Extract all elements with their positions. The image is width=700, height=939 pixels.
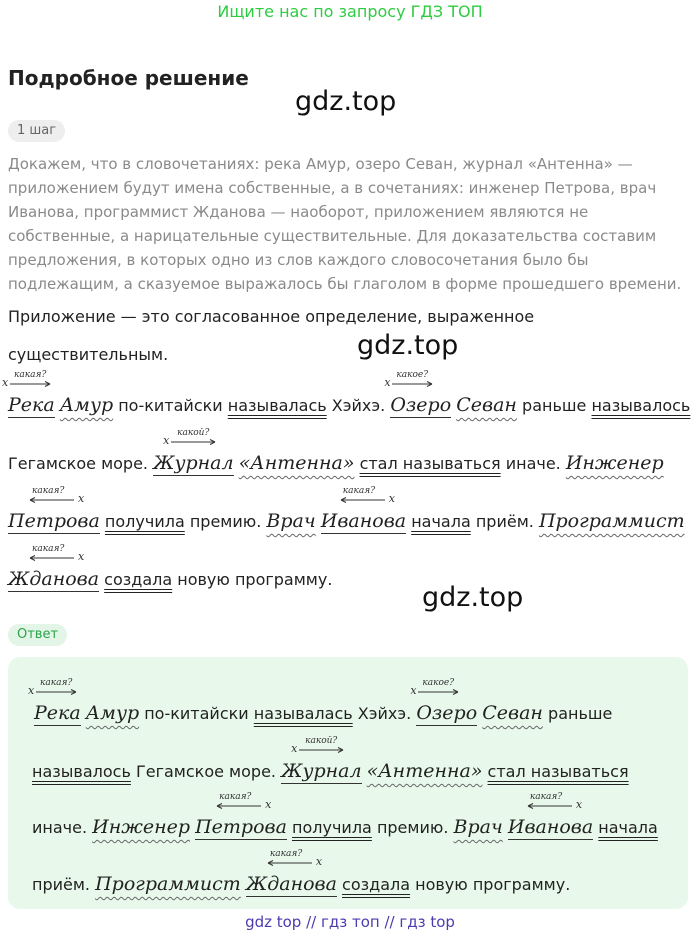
word-predicate: называлась	[253, 704, 353, 723]
word-antenna: «Антенна»	[366, 760, 483, 782]
answer-line	[32, 736, 629, 784]
question-arrow: x какой?	[163, 430, 217, 448]
word-inzhener: Инженер	[92, 816, 190, 838]
word: иначе.	[32, 818, 88, 837]
word-predicate: получила	[292, 818, 372, 837]
question-arrow: x какое?	[410, 680, 460, 698]
word-reka: Река x какая?	[2, 370, 55, 416]
answer-line	[32, 792, 658, 840]
word: новую программу.	[177, 570, 333, 589]
question-arrow: какая? x	[219, 792, 272, 811]
word: по-китайски	[118, 396, 223, 415]
word-zhdanova: Жданова какая? x	[245, 849, 337, 895]
word-predicate: создала	[342, 875, 411, 894]
word: Хэйхэ.	[331, 396, 386, 415]
definition-text: Приложение — это согласованное определение, выраженное существительным.	[8, 307, 535, 364]
word: Гегамское море.	[135, 762, 276, 781]
word-sevan: Севан	[482, 702, 543, 724]
word: раньше	[522, 396, 587, 415]
word-predicate: называлось	[591, 396, 691, 415]
sentence-line	[8, 428, 664, 476]
word: раньше	[548, 704, 613, 723]
word-vrach: Врач	[453, 816, 503, 838]
sentence-line	[8, 486, 685, 534]
answer-badge: Ответ	[8, 624, 67, 646]
word-amur: Амур	[85, 702, 140, 724]
question-arrow: какая? x	[529, 792, 583, 811]
word-ivanova: Иванова какая? x	[507, 792, 594, 838]
word-amur: Амур	[59, 394, 114, 416]
word-ozero: Озеро x какое?	[410, 678, 478, 724]
word-petrova: Петрова какая? x	[8, 486, 100, 532]
word-predicate: начала	[598, 818, 658, 837]
word: приём.	[32, 875, 91, 894]
word: по-китайски	[144, 704, 249, 723]
word-programmist: Программист	[95, 873, 241, 895]
step-badge: 1 шаг	[8, 120, 65, 142]
word-predicate: стал называться	[487, 762, 629, 781]
word: Хэйхэ.	[357, 704, 412, 723]
word-ivanova: Иванова какая? x	[320, 486, 407, 532]
watermark: gdz.top	[357, 330, 459, 361]
question-arrow: какая? x	[32, 544, 85, 563]
word-predicate: называлось	[32, 762, 131, 781]
question-arrow: какая? x	[32, 486, 85, 505]
word-vrach: Врач	[266, 510, 316, 532]
word-predicate: начала	[411, 512, 471, 531]
word-programmist: Программист	[538, 510, 685, 532]
word-zhurnal: Журнал x какой?	[153, 428, 234, 474]
word-predicate: стал называться	[359, 454, 501, 473]
word-inzhener: Инженер	[565, 452, 664, 474]
word-predicate: создала	[104, 570, 173, 589]
answer-line	[28, 678, 613, 726]
sentence-line	[8, 544, 333, 592]
question-arrow: какая? x	[342, 486, 396, 505]
search-banner: Ищите нас по запросу ГДЗ ТОП	[217, 2, 483, 21]
word-ozero: Озеро x какое?	[384, 370, 452, 416]
word: премию.	[376, 818, 449, 837]
question-arrow: какая? x	[269, 849, 323, 868]
solution-description: Докажем, что в словочетаниях: река Амур, озеро Севан, журнал «Антенна» — приложением будут имена собственные, а в сочетаниях: инженер Петрова, врач Иванова, программист Жданова — наоборот, приложением являются не собственные, а нарицательные существительные. Для доказательства составим предложения, в которых одно из слов каждого словосочетания было бы подлежащим, а сказуемое выражалось бы глаголом в форме прошедшего времени.	[8, 155, 682, 293]
watermark: gdz.top	[422, 582, 524, 613]
word-reka: Река x какая?	[28, 678, 81, 724]
word-sevan: Севан	[456, 394, 517, 416]
word-predicate: называлась	[227, 396, 327, 415]
word: приём.	[475, 512, 534, 531]
word-zhdanova: Жданова какая? x	[8, 544, 100, 590]
question-arrow: x какой?	[291, 738, 345, 756]
word-antenna: «Антенна»	[238, 452, 355, 474]
word-petrova: Петрова какая? x	[195, 792, 287, 838]
watermark: gdz.top	[295, 86, 397, 117]
question-arrow: x какая?	[2, 372, 52, 390]
page-title: Подробное решение	[8, 66, 249, 90]
word-predicate: получила	[104, 512, 185, 531]
question-arrow: x какое?	[384, 372, 434, 390]
footer-links[interactable]: gdz top // гдз топ // гдз top	[245, 913, 455, 931]
question-arrow: x какая?	[28, 680, 78, 698]
answer-line	[32, 849, 571, 897]
word: Гегамское море.	[8, 454, 149, 473]
word: иначе.	[505, 454, 561, 473]
word-zhurnal: Журнал x какой?	[281, 736, 362, 782]
word: премию.	[189, 512, 262, 531]
word: новую программу.	[415, 875, 571, 894]
sentence-line	[2, 370, 691, 418]
